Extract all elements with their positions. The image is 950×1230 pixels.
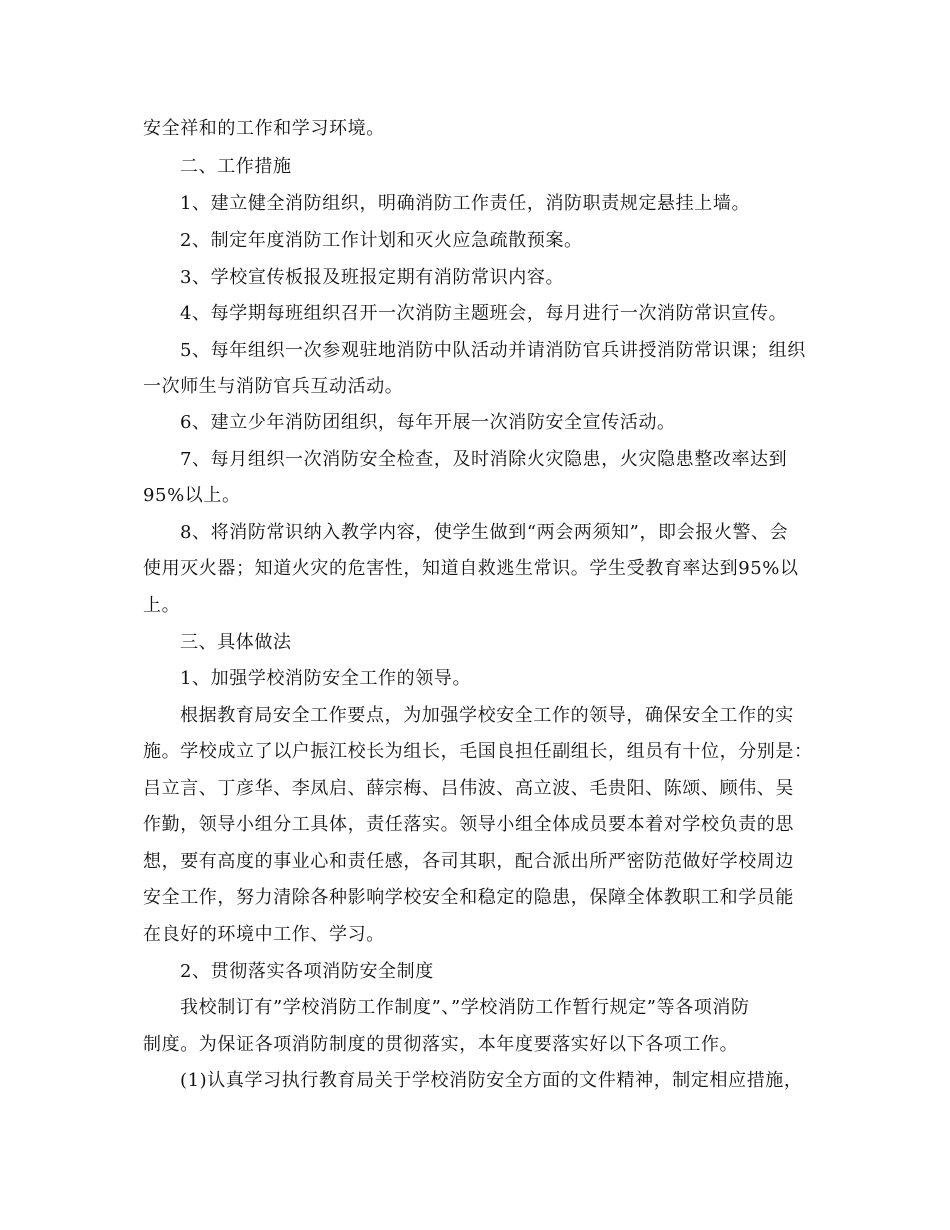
text-line: 根据教育局安全工作要点，为加强学校安全工作的领导，确保安全工作的实 bbox=[180, 705, 794, 726]
text-line: (1)认真学习执行教育局关于学校消防安全方面的文件精神，制定相应措施， bbox=[180, 1070, 803, 1091]
section-heading: 三、具体做法 bbox=[180, 632, 292, 653]
text-line: 制度。为保证各项消防制度的贯彻落实，本年度要落实好以下各项工作。 bbox=[143, 1034, 739, 1055]
text-line: 1、加强学校消防安全工作的领导。 bbox=[180, 668, 472, 689]
text-line: 1、建立健全消防组织，明确消防工作责任，消防职责规定悬挂上墙。 bbox=[180, 193, 751, 214]
text-line: 3、学校宣传板报及班报定期有消防常识内容。 bbox=[180, 267, 565, 288]
text-line: 7、每月组织一次消防安全检查，及时消除火灾隐患，火灾隐患整改率达到 bbox=[180, 449, 788, 470]
section-heading: 二、工作措施 bbox=[180, 156, 292, 177]
text-line: 2、制定年度消防工作计划和灭火应急疏散预案。 bbox=[180, 230, 583, 251]
text-line: 6、建立少年消防团组织，每年开展一次消防安全宣传活动。 bbox=[180, 412, 676, 433]
text-line: 4、每学期每班组织召开一次消防主题班会，每月进行一次消防常识宣传。 bbox=[180, 303, 788, 324]
text-line: 吕立言、丁彦华、李凤启、薛宗梅、吕伟波、高立波、毛贵阳、陈颂、顾伟、吴 bbox=[143, 778, 794, 799]
text-line: 作勤，领导小组分工具体，责任落实。领导小组全体成员要本着对学校负责的思 bbox=[143, 814, 794, 835]
text-line: 95%以上。 bbox=[143, 485, 241, 506]
text-line: 一次师生与消防官兵互动活动。 bbox=[143, 376, 404, 397]
text-line: 安全祥和的工作和学习环境。 bbox=[143, 118, 385, 139]
text-line: 上。 bbox=[143, 595, 181, 616]
text-line: 2、贯彻落实各项消防安全制度 bbox=[180, 961, 434, 982]
text-line: 在良好的环境中工作、学习。 bbox=[143, 924, 385, 945]
text-line: 我校制订有”学校消防工作制度”、”学校消防工作暂行规定”等各项消防 bbox=[180, 997, 750, 1018]
text-line: 安全工作，努力清除各种影响学校安全和稳定的隐患，保障全体教职工和学员能 bbox=[143, 887, 794, 908]
text-line: 施。学校成立了以户振江校长为组长，毛国良担任副组长，组员有十位，分别是： bbox=[143, 741, 813, 762]
text-line: 8、将消防常识纳入教学内容，使学生做到“两会两须知”，即会报火警、会 bbox=[180, 522, 789, 543]
text-line: 使用灭火器；知道火灾的危害性，知道自救逃生常识。学生受教育率达到95%以 bbox=[143, 558, 799, 579]
text-line: 想，要有高度的事业心和责任感，各司其职，配合派出所严密防范做好学校周边 bbox=[143, 851, 794, 872]
text-line: 5、每年组织一次参观驻地消防中队活动并请消防官兵讲授消防常识课；组织 bbox=[180, 340, 806, 361]
